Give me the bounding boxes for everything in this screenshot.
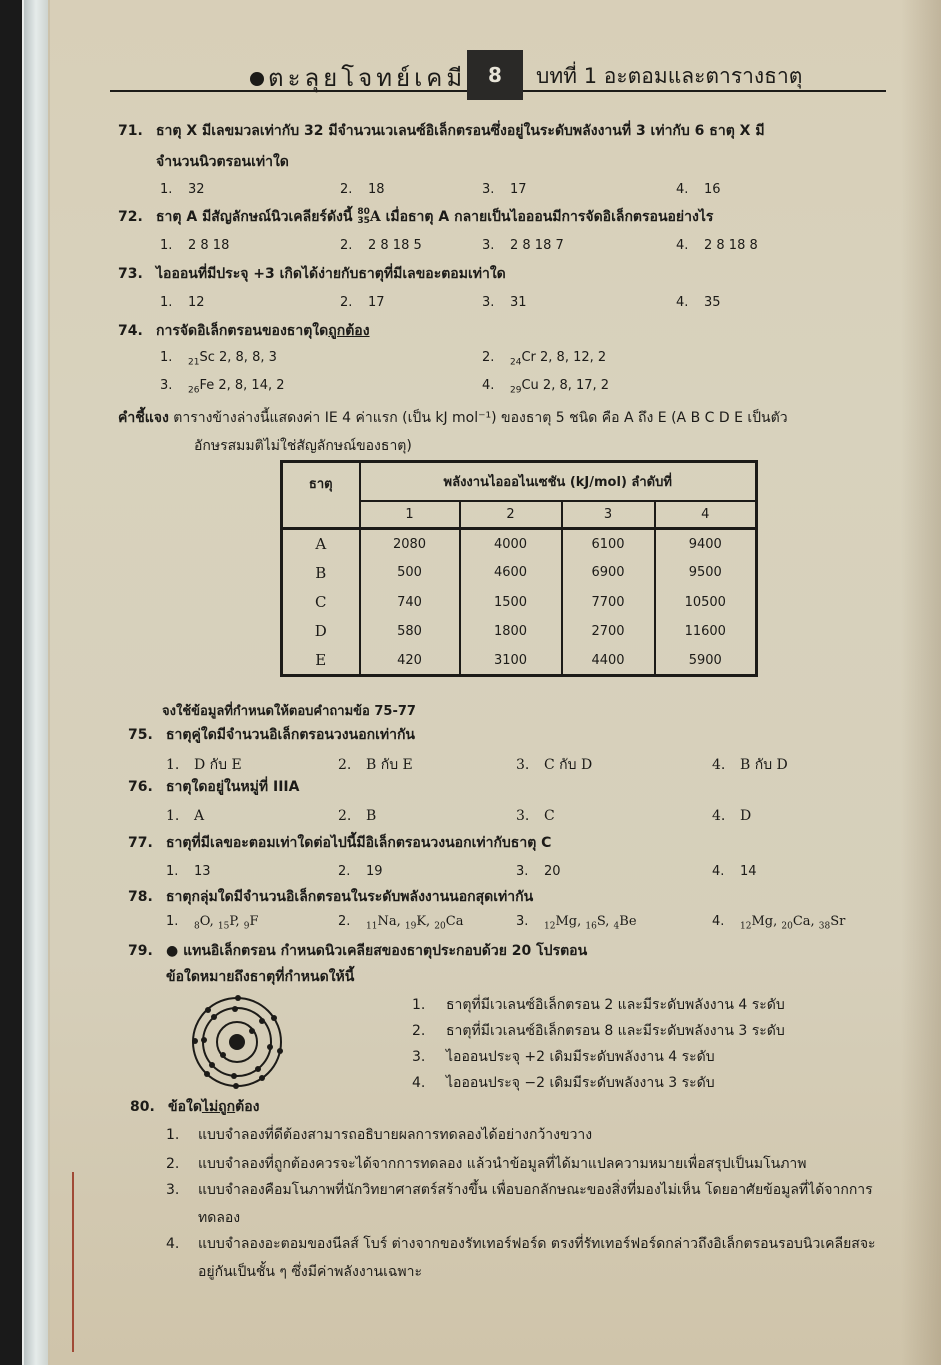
- question-79: [128, 940, 587, 962]
- choice-1[interactable]: [166, 1121, 896, 1149]
- choice-4[interactable]: 4. $_{12}$Mg, $_{20}$Ca, $_{38}$Sr: [712, 914, 846, 932]
- column-header-order: 1: [360, 501, 460, 528]
- choice-number: 2.: [166, 1156, 180, 1172]
- nuclide-numbers: [357, 208, 370, 226]
- choice-text: 2, 8, 12, 2: [540, 350, 607, 365]
- page-spine: [24, 0, 48, 1365]
- choice-2[interactable]: [340, 182, 385, 197]
- choice-2[interactable]: [338, 808, 376, 824]
- choice-text: B กับ E: [366, 757, 413, 773]
- question-76: [128, 776, 299, 798]
- choice-3[interactable]: [482, 295, 527, 310]
- question-73: [118, 263, 506, 285]
- choice-number: 2.: [340, 182, 353, 197]
- element-symbol: S: [596, 914, 606, 929]
- atomic-number: 38: [818, 921, 831, 932]
- choice-number: 2.: [338, 757, 352, 773]
- element-symbol: K: [416, 914, 427, 929]
- choice-text: 2 8 18 7: [510, 238, 564, 253]
- cell-value: 10500: [655, 587, 757, 616]
- choice-number: 4.: [166, 1236, 180, 1252]
- choice-text: แบบจำลองคือมโนภาพที่นักวิทยาศาสตร์สร้างขึ้น เพื่อบอกลักษณะของสิ่งที่มองไม่เห็น โดยอาศัยข้อมูลที่ได้จากการทดลอง: [198, 1182, 873, 1226]
- choice-text: ไอออนประจุ +2 เดิมมีระดับพลังงาน 4 ระดับ: [446, 1049, 715, 1065]
- choice-2[interactable]: [340, 295, 385, 310]
- question-text-after: เมื่อธาตุ A กลายเป็นไอออนมีการจัดอิเล็กตรอนอย่างไร: [385, 209, 714, 225]
- cell-value: 9400: [655, 529, 757, 558]
- column-header-element: ธาตุ: [282, 462, 360, 529]
- element-symbol: Na: [377, 914, 397, 929]
- choice-number: 3.: [482, 295, 495, 310]
- mass-number: 80: [357, 207, 370, 217]
- element-symbol: Ca: [445, 914, 464, 929]
- choice-number: 3.: [516, 808, 530, 824]
- instruction-text: ตารางข้างล่างนี้แสดงค่า IE 4 ค่าแรก (เป็น kJ mol⁻¹) ของธาตุ 5 ชนิด คือ A ถึง E (A B C D E เป็นตัว: [173, 410, 788, 426]
- choice-4[interactable]: [676, 295, 721, 310]
- column-header-order: 3: [562, 501, 655, 528]
- choice-text: ธาตุที่มีเวเลนซ์อิเล็กตรอน 8 และมีระดับพลังงาน 3 ระดับ: [446, 1023, 785, 1039]
- choice-text: D: [740, 808, 752, 824]
- element-symbol: Fe: [199, 378, 215, 393]
- question-text: ไอออนที่มีประจุ +3 เกิดได้ง่ายกับธาตุที่มีเลขอะตอมเท่าใด: [156, 266, 506, 282]
- question-text: ธาตุใดอยู่ในหมู่ที่ IIIA: [166, 779, 300, 795]
- question-71-cont: จำนวนนิวตรอนเท่าใด: [156, 154, 289, 170]
- question-number: 80.: [130, 1099, 155, 1115]
- element-symbol: A: [369, 209, 381, 225]
- column-header-group: พลังงานไอออไนเซชัน (kJ/mol) ลำดับที่: [360, 462, 757, 502]
- question-text: ธาตุคู่ใดมีจำนวนอิเล็กตรอนวงนอกเท่ากัน: [166, 727, 415, 743]
- choice-1[interactable]: [160, 350, 277, 368]
- atomic-number: 12: [544, 921, 556, 932]
- table-row: [282, 529, 757, 558]
- element-symbol: Mg: [555, 914, 578, 929]
- question-74: [118, 320, 370, 342]
- choice-text: C กับ D: [544, 757, 593, 773]
- choice-3[interactable]: [516, 754, 592, 776]
- question-number: 74.: [118, 323, 143, 339]
- choice-text: 16: [704, 182, 721, 197]
- choice-text: ไอออนประจุ −2 เดิมมีระดับพลังงาน 3 ระดับ: [446, 1075, 715, 1091]
- cell-value: 11600: [655, 617, 757, 646]
- chapter-title: บทที่ 1 อะตอมและตารางธาตุ: [536, 64, 803, 88]
- atomic-number: 12: [740, 921, 752, 932]
- element-symbol: Be: [619, 914, 637, 929]
- choice-1[interactable]: [166, 754, 242, 776]
- question-text: ธาตุที่มีเลขอะตอมเท่าใดต่อไปนี้มีอิเล็กตรอนวงนอกเท่ากับธาตุ C: [166, 835, 552, 851]
- atomic-number: 20: [434, 921, 446, 932]
- table-row: [282, 617, 757, 646]
- choice-number: 2.: [338, 864, 351, 879]
- choice-4[interactable]: [712, 864, 757, 879]
- element-symbol: P: [229, 914, 236, 929]
- choice-text: C: [544, 808, 555, 824]
- choice-text: 2 8 18 8: [704, 238, 758, 253]
- choice-text: A: [194, 808, 205, 824]
- atomic-number: 19: [404, 921, 417, 932]
- choice-3[interactable]: [516, 808, 555, 824]
- choice-text: D กับ E: [194, 757, 242, 773]
- atom-shell-diagram: [190, 995, 285, 1090]
- choice-number: 4.: [712, 864, 725, 879]
- cell-value: 420: [360, 646, 460, 675]
- bullet-icon: [250, 72, 264, 86]
- choice-number: 2.: [338, 808, 352, 824]
- cell-value: 9500: [655, 558, 757, 587]
- choice-1[interactable]: [160, 238, 229, 253]
- cell-value: 740: [360, 587, 460, 616]
- choice-3[interactable]: [482, 238, 564, 253]
- element-symbol: Cr: [521, 350, 536, 365]
- choice-number: 1.: [166, 757, 180, 773]
- choice-number: 4.: [676, 295, 689, 310]
- choice-number: 3.: [412, 1049, 426, 1065]
- cell-element: E: [282, 646, 360, 675]
- choice-3[interactable]: [516, 864, 561, 879]
- choice-number: 4.: [712, 757, 726, 773]
- choice-number: 2.: [340, 295, 353, 310]
- cell-value: 4600: [460, 558, 562, 587]
- choice-text: 17: [368, 295, 385, 310]
- choice-4[interactable]: [482, 378, 609, 396]
- question-78: [128, 886, 533, 908]
- element-symbol: Ca: [792, 914, 811, 929]
- atomic-number: 9: [243, 921, 250, 932]
- choice-number: 1.: [412, 997, 426, 1013]
- atomic-number: 4: [613, 921, 620, 932]
- choice-number: 3.: [516, 757, 530, 773]
- choice-number: 1.: [160, 295, 173, 310]
- question-number: 77.: [128, 835, 153, 851]
- choice-1[interactable]: [160, 182, 205, 197]
- question-text: ธาตุกลุ่มใดมีจำนวนอิเล็กตรอนในระดับพลังงานนอกสุดเท่ากัน: [166, 889, 534, 905]
- choice-2[interactable]: [166, 1150, 896, 1178]
- choice-number: 3.: [482, 182, 495, 197]
- cell-value: 2700: [562, 617, 655, 646]
- choice-text: 19: [366, 864, 383, 879]
- choice-number: 1.: [160, 182, 173, 197]
- page-edge-mark: [72, 1172, 74, 1352]
- column-header-order: 2: [460, 501, 562, 528]
- choice-text: ธาตุที่มีเวเลนซ์อิเล็กตรอน 2 และมีระดับพลังงาน 4 ระดับ: [446, 997, 785, 1013]
- instruction: [118, 404, 893, 460]
- use-data-note: จงใช้ข้อมูลที่กำหนดให้ตอบคำถามข้อ 75-77: [162, 704, 416, 719]
- atomic-number: 20: [781, 921, 793, 932]
- atomic-number: 11: [366, 921, 378, 932]
- question-number: 78.: [128, 889, 153, 905]
- choice-text: 2, 8, 14, 2: [218, 378, 285, 393]
- choice-text: 18: [368, 182, 385, 197]
- atomic-number: 26: [188, 385, 200, 396]
- element-symbol: Sc: [199, 350, 215, 365]
- choice-number: 3.: [166, 1182, 180, 1198]
- cell-value: 1500: [460, 587, 562, 616]
- choice-text: 12: [188, 295, 205, 310]
- question-77: [128, 832, 551, 854]
- question-text: ธาตุ A มีสัญลักษณ์นิวเคลียร์ดังนี้: [156, 209, 353, 225]
- book-title: [250, 58, 466, 97]
- choice-3[interactable]: [412, 1046, 715, 1068]
- choice-text: 31: [510, 295, 527, 310]
- table-header-row: [282, 462, 757, 502]
- choice-number: 2.: [338, 914, 351, 929]
- cell-value: 500: [360, 558, 460, 587]
- choice-4[interactable]: [412, 1072, 715, 1094]
- atomic-number: 29: [510, 385, 522, 396]
- cell-value: 6100: [562, 529, 655, 558]
- cell-value: 3100: [460, 646, 562, 675]
- choice-2[interactable]: [412, 1020, 785, 1042]
- atomic-number: 24: [510, 357, 522, 368]
- choice-number: 3.: [516, 864, 529, 879]
- question-number: 71.: [118, 123, 143, 139]
- choice-number: 4.: [712, 914, 725, 929]
- choice-text: แบบจำลองที่ถูกต้องควรจะได้จากการทดลอง แล้วนำข้อมูลที่ได้มาแปลความหมายเพื่อสรุปเป็นมโนภาพ: [198, 1156, 807, 1172]
- question-text: ● แทนอิเล็กตรอน กำหนดนิวเคลียสของธาตุประกอบด้วย 20 โปรตอน: [166, 943, 588, 959]
- choice-number: 1.: [160, 350, 173, 365]
- book-title-text: ตะลุยโจทย์เคมี: [268, 64, 467, 92]
- table-row: [282, 558, 757, 587]
- choice-number: 1.: [160, 238, 173, 253]
- choice-1[interactable]: [412, 994, 785, 1016]
- choice-2[interactable]: [340, 238, 422, 253]
- choice-text: แบบจำลองอะตอมของนีลส์ โบร์ ต่างจากของรัทเทอร์ฟอร์ด ตรงที่รัทเทอร์ฟอร์ดกล่าวถึงอิเล็กตรอนรอบนิวเคลียสจะอยู่กันเป็นชั้น ๆ ซึ่งมีค่าพลังงานเฉพาะ: [198, 1236, 876, 1280]
- atomic-number: 15: [217, 921, 230, 932]
- choice-1[interactable]: [166, 808, 204, 824]
- question-text-after: ต้อง: [235, 1099, 260, 1115]
- choice-number: 3.: [516, 914, 529, 929]
- cell-value: 6900: [562, 558, 655, 587]
- choice-4[interactable]: [676, 238, 758, 253]
- question-text: ข้อใด: [168, 1099, 202, 1115]
- choice-3[interactable]: 3. $_{12}$Mg, $_{16}$S, $_4$Be: [516, 914, 637, 932]
- running-header: [110, 50, 886, 100]
- question-number: 72.: [118, 209, 143, 225]
- choice-2[interactable]: [482, 350, 606, 368]
- atomic-number: 8: [194, 921, 200, 932]
- question-number: 76.: [128, 779, 153, 795]
- cell-value: 4400: [562, 646, 655, 675]
- atomic-number: 16: [585, 921, 597, 932]
- choice-number: 1.: [166, 864, 179, 879]
- choice-number: 2.: [340, 238, 353, 253]
- table-row: [282, 587, 757, 616]
- choice-text: 13: [194, 864, 211, 879]
- choice-text: 17: [510, 182, 527, 197]
- instruction-text-cont: อักษรสมมติไม่ใช่สัญลักษณ์ของธาตุ): [194, 438, 412, 454]
- choice-4[interactable]: [676, 182, 721, 197]
- choice-number: 3.: [482, 238, 495, 253]
- cell-element: A: [282, 529, 360, 558]
- element-symbol: Sr: [830, 914, 846, 929]
- question-79-cont: ข้อใดหมายถึงธาตุที่กำหนดให้นี้: [166, 969, 355, 985]
- page-number: 8: [467, 50, 523, 100]
- choice-number: 4.: [676, 238, 689, 253]
- question-72: [118, 206, 893, 228]
- choice-text: 2, 8, 8, 3: [219, 350, 277, 365]
- choice-text: 14: [740, 864, 757, 879]
- cell-value: 580: [360, 617, 460, 646]
- cell-element: B: [282, 558, 360, 587]
- question-text: การจัดอิเล็กตรอนของธาตุใด: [156, 323, 329, 339]
- choice-number: 1.: [166, 1127, 180, 1143]
- choice-text: B กับ D: [740, 757, 788, 773]
- choice-number: 1.: [166, 808, 180, 824]
- cell-element: C: [282, 587, 360, 616]
- choice-text: 2 8 18: [188, 238, 230, 253]
- choice-text: 35: [704, 295, 721, 310]
- cell-value: 5900: [655, 646, 757, 675]
- question-number: 79.: [128, 943, 153, 959]
- choice-text: B: [366, 808, 377, 824]
- choice-number: 4.: [412, 1075, 426, 1091]
- atomic-number: 35: [357, 216, 370, 226]
- ionization-energy-table: [280, 460, 758, 677]
- cell-element: D: [282, 617, 360, 646]
- choice-number: 2.: [482, 350, 495, 365]
- cell-value: 7700: [562, 587, 655, 616]
- choice-3[interactable]: [160, 378, 285, 396]
- choice-number: 3.: [160, 378, 173, 393]
- element-symbol: Cu: [521, 378, 539, 393]
- question-80: [130, 1096, 259, 1118]
- choice-text: 2, 8, 17, 2: [542, 378, 610, 393]
- choice-text: 32: [188, 182, 205, 197]
- question-number: 75.: [128, 727, 153, 743]
- choice-3[interactable]: [166, 1176, 896, 1232]
- element-symbol: Mg: [751, 914, 774, 929]
- choice-number: 2.: [412, 1023, 426, 1039]
- choice-2[interactable]: [338, 864, 383, 879]
- choice-number: 1.: [166, 914, 179, 929]
- atomic-number: 21: [188, 357, 200, 368]
- choice-text: แบบจำลองที่ดีต้องสามารถอธิบายผลการทดลองได้อย่างกว้างขวาง: [198, 1127, 593, 1143]
- choice-text: 2 8 18 5: [368, 238, 422, 253]
- cell-value: 4000: [460, 529, 562, 558]
- choice-2[interactable]: 2. $_{11}$Na, $_{19}$K, $_{20}$Ca: [338, 914, 464, 932]
- choice-text: 20: [544, 864, 561, 879]
- element-symbol: F: [249, 914, 259, 929]
- question-75: [128, 724, 415, 746]
- choice-number: 4.: [712, 808, 726, 824]
- choice-number: 4.: [676, 182, 689, 197]
- choice-1[interactable]: 1. $_8$O, $_{15}$P, $_9$F: [166, 914, 259, 932]
- choice-4[interactable]: [712, 808, 751, 824]
- column-header-order: 4: [655, 501, 757, 528]
- choice-number: 4.: [482, 378, 495, 393]
- instruction-label: คำชี้แจง: [118, 410, 169, 426]
- element-symbol: O: [199, 914, 210, 929]
- question-text: ธาตุ X มีเลขมวลเท่ากับ 32 มีจำนวนเวเลนซ์อิเล็กตรอนซึ่งอยู่ในระดับพลังงานที่ 3 เท่ากับ 6 ธาตุ X มี: [156, 123, 765, 139]
- choice-3[interactable]: [482, 182, 527, 197]
- table-row: [282, 646, 757, 675]
- question-71: [118, 120, 893, 142]
- page-shadow: [901, 0, 941, 1365]
- cell-value: 1800: [460, 617, 562, 646]
- choice-1[interactable]: [160, 295, 205, 310]
- question-number: 73.: [118, 266, 143, 282]
- underlined-word: ไม่ถูก: [201, 1099, 236, 1115]
- choice-4[interactable]: [712, 754, 788, 776]
- choice-4[interactable]: [166, 1230, 896, 1286]
- choice-2[interactable]: [338, 754, 413, 776]
- choice-1[interactable]: [166, 864, 211, 879]
- cell-value: 2080: [360, 529, 460, 558]
- underlined-word: ถูกต้อง: [328, 323, 370, 339]
